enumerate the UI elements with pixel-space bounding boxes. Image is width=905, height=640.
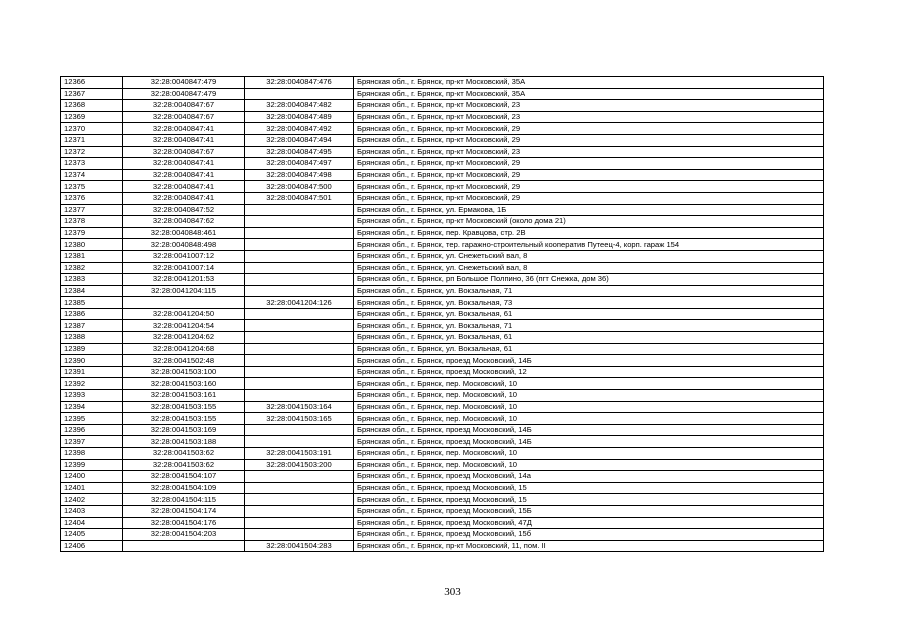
related-cadastral-number-cell: 32:28:0041204:126 bbox=[245, 297, 354, 309]
address-cell: Брянская обл., г. Брянск, пер. Московский, 10 bbox=[354, 413, 824, 425]
related-cadastral-number-cell bbox=[245, 308, 354, 320]
address-cell: Брянская обл., г. Брянск, пр-кт Московский, 29 bbox=[354, 192, 824, 204]
related-cadastral-number-cell bbox=[245, 262, 354, 274]
row-number-cell: 12378 bbox=[61, 216, 123, 228]
related-cadastral-number-cell: 32:28:0041503:165 bbox=[245, 413, 354, 425]
related-cadastral-number-cell bbox=[245, 517, 354, 529]
related-cadastral-number-cell bbox=[245, 88, 354, 100]
related-cadastral-number-cell bbox=[245, 285, 354, 297]
table-row bbox=[61, 216, 824, 228]
row-number-cell: 12401 bbox=[61, 482, 123, 494]
cadastral-number-cell: 32:28:0041204:62 bbox=[123, 332, 245, 344]
table-row bbox=[61, 505, 824, 517]
address-cell: Брянская обл., г. Брянск, пер. Московский, 10 bbox=[354, 448, 824, 460]
related-cadastral-number-cell bbox=[245, 390, 354, 402]
cadastral-number-cell: 32:28:0041503:100 bbox=[123, 366, 245, 378]
table-row bbox=[61, 274, 824, 286]
address-cell: Брянская обл., г. Брянск, проезд Московский, 15 bbox=[354, 494, 824, 506]
address-cell: Брянская обл., г. Брянск, ул. Ермакова, 1Б bbox=[354, 204, 824, 216]
address-cell: Брянская обл., г. Брянск, тер. гаражно-строительный кооператив Путеец-4, корп. гараж 154 bbox=[354, 239, 824, 251]
row-number-cell: 12386 bbox=[61, 308, 123, 320]
related-cadastral-number-cell bbox=[245, 355, 354, 367]
cadastral-number-cell: 32:28:0040847:41 bbox=[123, 123, 245, 135]
table-row bbox=[61, 262, 824, 274]
table-row bbox=[61, 297, 824, 309]
address-cell: Брянская обл., г. Брянск, пер. Московский, 10 bbox=[354, 401, 824, 413]
table-row bbox=[61, 378, 824, 390]
cadastral-number-cell: 32:28:0041503:161 bbox=[123, 390, 245, 402]
address-cell: Брянская обл., г. Брянск, ул. Вокзальная, 61 bbox=[354, 308, 824, 320]
cadastral-number-cell: 32:28:0040847:41 bbox=[123, 134, 245, 146]
related-cadastral-number-cell bbox=[245, 366, 354, 378]
address-cell: Брянская обл., г. Брянск, проезд Московский, 14а bbox=[354, 471, 824, 483]
related-cadastral-number-cell: 32:28:0040847:494 bbox=[245, 134, 354, 146]
row-number-cell: 12394 bbox=[61, 401, 123, 413]
table-row bbox=[61, 540, 824, 552]
address-cell: Брянская обл., г. Брянск, ул. Вокзальная, 61 bbox=[354, 343, 824, 355]
related-cadastral-number-cell bbox=[245, 332, 354, 344]
address-cell: Брянская обл., г. Брянск, пр-кт Московский, 23 bbox=[354, 100, 824, 112]
related-cadastral-number-cell bbox=[245, 471, 354, 483]
cadastral-number-cell: 32:28:0041204:115 bbox=[123, 285, 245, 297]
related-cadastral-number-cell: 32:28:0041503:200 bbox=[245, 459, 354, 471]
related-cadastral-number-cell: 32:28:0041503:164 bbox=[245, 401, 354, 413]
related-cadastral-number-cell: 32:28:0041503:191 bbox=[245, 448, 354, 460]
related-cadastral-number-cell bbox=[245, 505, 354, 517]
related-cadastral-number-cell bbox=[245, 529, 354, 541]
cadastral-number-cell: 32:28:0040847:41 bbox=[123, 192, 245, 204]
cadastral-number-cell: 32:28:0041503:62 bbox=[123, 459, 245, 471]
related-cadastral-number-cell bbox=[245, 250, 354, 262]
address-cell: Брянская обл., г. Брянск, пр-кт Московский, 35А bbox=[354, 77, 824, 89]
related-cadastral-number-cell: 32:28:0041504:283 bbox=[245, 540, 354, 552]
row-number-cell: 12377 bbox=[61, 204, 123, 216]
cadastral-number-cell: 32:28:0040847:41 bbox=[123, 169, 245, 181]
address-cell: Брянская обл., г. Брянск, пр-кт Московский, 11, пом. II bbox=[354, 540, 824, 552]
cadastral-number-cell: 32:28:0041007:14 bbox=[123, 262, 245, 274]
row-number-cell: 12402 bbox=[61, 494, 123, 506]
table-row bbox=[61, 285, 824, 297]
address-cell: Брянская обл., г. Брянск, пр-кт Московский, 29 bbox=[354, 181, 824, 193]
table-row bbox=[61, 239, 824, 251]
related-cadastral-number-cell: 32:28:0040847:498 bbox=[245, 169, 354, 181]
row-number-cell: 12396 bbox=[61, 424, 123, 436]
cadastral-number-cell: 32:28:0040847:41 bbox=[123, 158, 245, 170]
row-number-cell: 12406 bbox=[61, 540, 123, 552]
row-number-cell: 12367 bbox=[61, 88, 123, 100]
row-number-cell: 12405 bbox=[61, 529, 123, 541]
table-row bbox=[61, 332, 824, 344]
table-row bbox=[61, 482, 824, 494]
table-row bbox=[61, 517, 824, 529]
cadastral-number-cell: 32:28:0041503:155 bbox=[123, 401, 245, 413]
table-row bbox=[61, 413, 824, 425]
cadastral-number-cell: 32:28:0041504:176 bbox=[123, 517, 245, 529]
address-cell: Брянская обл., г. Брянск, проезд Московский, 14Б bbox=[354, 424, 824, 436]
row-number-cell: 12381 bbox=[61, 250, 123, 262]
row-number-cell: 12390 bbox=[61, 355, 123, 367]
related-cadastral-number-cell bbox=[245, 482, 354, 494]
row-number-cell: 12398 bbox=[61, 448, 123, 460]
cadastral-number-cell bbox=[123, 540, 245, 552]
related-cadastral-number-cell: 32:28:0040847:500 bbox=[245, 181, 354, 193]
address-cell: Брянская обл., г. Брянск, пр-кт Московский, 23 bbox=[354, 111, 824, 123]
table-row bbox=[61, 471, 824, 483]
address-cell: Брянская обл., г. Брянск, ул. Вокзальная, 61 bbox=[354, 332, 824, 344]
cadastral-number-cell: 32:28:0041204:68 bbox=[123, 343, 245, 355]
address-cell: Брянская обл., г. Брянск, пр-кт Московский, 29 bbox=[354, 123, 824, 135]
row-number-cell: 12400 bbox=[61, 471, 123, 483]
cadastral-number-cell: 32:28:0041504:109 bbox=[123, 482, 245, 494]
table-row bbox=[61, 494, 824, 506]
table-body bbox=[61, 77, 824, 552]
address-cell: Брянская обл., г. Брянск, рп Большое Полпино, 36 (пгт Снежка, дом 36) bbox=[354, 274, 824, 286]
table-row bbox=[61, 250, 824, 262]
related-cadastral-number-cell bbox=[245, 239, 354, 251]
row-number-cell: 12384 bbox=[61, 285, 123, 297]
row-number-cell: 12374 bbox=[61, 169, 123, 181]
table-row bbox=[61, 401, 824, 413]
row-number-cell: 12383 bbox=[61, 274, 123, 286]
cadastral-number-cell: 32:28:0041504:203 bbox=[123, 529, 245, 541]
address-cell: Брянская обл., г. Брянск, пр-кт Московский, 29 bbox=[354, 169, 824, 181]
address-cell: Брянская обл., г. Брянск, проезд Московский, 12 bbox=[354, 366, 824, 378]
related-cadastral-number-cell: 32:28:0040847:476 bbox=[245, 77, 354, 89]
cadastral-number-cell: 32:28:0040848:498 bbox=[123, 239, 245, 251]
registry-table bbox=[60, 76, 824, 552]
cadastral-number-cell: 32:28:0040847:52 bbox=[123, 204, 245, 216]
row-number-cell: 12385 bbox=[61, 297, 123, 309]
cadastral-number-cell: 32:28:0040848:461 bbox=[123, 227, 245, 239]
cadastral-number-cell bbox=[123, 297, 245, 309]
table-row bbox=[61, 343, 824, 355]
address-cell: Брянская обл., г. Брянск, проезд Московский, 15 bbox=[354, 482, 824, 494]
cadastral-number-cell: 32:28:0041201:53 bbox=[123, 274, 245, 286]
table-row bbox=[61, 320, 824, 332]
cadastral-number-cell: 32:28:0041504:107 bbox=[123, 471, 245, 483]
address-cell: Брянская обл., г. Брянск, проезд Московский, 14Б bbox=[354, 355, 824, 367]
cadastral-number-cell: 32:28:0040847:67 bbox=[123, 100, 245, 112]
row-number-cell: 12373 bbox=[61, 158, 123, 170]
related-cadastral-number-cell bbox=[245, 378, 354, 390]
related-cadastral-number-cell: 32:28:0040847:497 bbox=[245, 158, 354, 170]
table-row bbox=[61, 181, 824, 193]
table-row bbox=[61, 355, 824, 367]
related-cadastral-number-cell: 32:28:0040847:489 bbox=[245, 111, 354, 123]
cadastral-number-cell: 32:28:0041504:174 bbox=[123, 505, 245, 517]
table-row bbox=[61, 204, 824, 216]
cadastral-number-cell: 32:28:0040847:67 bbox=[123, 146, 245, 158]
related-cadastral-number-cell bbox=[245, 494, 354, 506]
row-number-cell: 12389 bbox=[61, 343, 123, 355]
address-cell: Брянская обл., г. Брянск, пр-кт Московский, 35А bbox=[354, 88, 824, 100]
cadastral-number-cell: 32:28:0041007:12 bbox=[123, 250, 245, 262]
address-cell: Брянская обл., г. Брянск, ул. Вокзальная, 71 bbox=[354, 285, 824, 297]
address-cell: Брянская обл., г. Брянск, пр-кт Московский (около дома 21) bbox=[354, 216, 824, 228]
related-cadastral-number-cell: 32:28:0040847:492 bbox=[245, 123, 354, 135]
cadastral-number-cell: 32:28:0041503:169 bbox=[123, 424, 245, 436]
address-cell: Брянская обл., г. Брянск, пер. Кравцова, стр. 2В bbox=[354, 227, 824, 239]
table-row bbox=[61, 424, 824, 436]
row-number-cell: 12391 bbox=[61, 366, 123, 378]
cadastral-number-cell: 32:28:0041204:50 bbox=[123, 308, 245, 320]
row-number-cell: 12392 bbox=[61, 378, 123, 390]
row-number-cell: 12382 bbox=[61, 262, 123, 274]
table-row bbox=[61, 366, 824, 378]
row-number-cell: 12397 bbox=[61, 436, 123, 448]
row-number-cell: 12371 bbox=[61, 134, 123, 146]
table-row bbox=[61, 100, 824, 112]
table-row bbox=[61, 146, 824, 158]
table-row bbox=[61, 308, 824, 320]
cadastral-number-cell: 32:28:0040847:62 bbox=[123, 216, 245, 228]
cadastral-number-cell: 32:28:0041504:115 bbox=[123, 494, 245, 506]
table-row bbox=[61, 134, 824, 146]
address-cell: Брянская обл., г. Брянск, ул. Снежетьский вал, 8 bbox=[354, 262, 824, 274]
cadastral-number-cell: 32:28:0040847:479 bbox=[123, 88, 245, 100]
address-cell: Брянская обл., г. Брянск, пер. Московский, 10 bbox=[354, 378, 824, 390]
address-cell: Брянская обл., г. Брянск, пер. Московский, 10 bbox=[354, 390, 824, 402]
address-cell: Брянская обл., г. Брянск, ул. Вокзальная, 71 bbox=[354, 320, 824, 332]
page-number: 303 bbox=[444, 586, 461, 598]
table-row bbox=[61, 448, 824, 460]
row-number-cell: 12380 bbox=[61, 239, 123, 251]
table-row bbox=[61, 192, 824, 204]
row-number-cell: 12388 bbox=[61, 332, 123, 344]
address-cell: Брянская обл., г. Брянск, проезд Московский, 47Д bbox=[354, 517, 824, 529]
row-number-cell: 12395 bbox=[61, 413, 123, 425]
address-cell: Брянская обл., г. Брянск, пер. Московский, 10 bbox=[354, 459, 824, 471]
row-number-cell: 12403 bbox=[61, 505, 123, 517]
row-number-cell: 12372 bbox=[61, 146, 123, 158]
table-row bbox=[61, 436, 824, 448]
related-cadastral-number-cell bbox=[245, 204, 354, 216]
row-number-cell: 12404 bbox=[61, 517, 123, 529]
table-row bbox=[61, 123, 824, 135]
related-cadastral-number-cell bbox=[245, 216, 354, 228]
row-number-cell: 12369 bbox=[61, 111, 123, 123]
table-row bbox=[61, 529, 824, 541]
cadastral-number-cell: 32:28:0041503:188 bbox=[123, 436, 245, 448]
address-cell: Брянская обл., г. Брянск, пр-кт Московский, 23 bbox=[354, 146, 824, 158]
table-row bbox=[61, 169, 824, 181]
related-cadastral-number-cell bbox=[245, 436, 354, 448]
row-number-cell: 12399 bbox=[61, 459, 123, 471]
related-cadastral-number-cell: 32:28:0040847:482 bbox=[245, 100, 354, 112]
row-number-cell: 12387 bbox=[61, 320, 123, 332]
cadastral-number-cell: 32:28:0041503:160 bbox=[123, 378, 245, 390]
cadastral-number-cell: 32:28:0041502:48 bbox=[123, 355, 245, 367]
related-cadastral-number-cell bbox=[245, 424, 354, 436]
address-cell: Брянская обл., г. Брянск, пр-кт Московский, 29 bbox=[354, 158, 824, 170]
table-row bbox=[61, 111, 824, 123]
row-number-cell: 12376 bbox=[61, 192, 123, 204]
table-row bbox=[61, 390, 824, 402]
address-cell: Брянская обл., г. Брянск, проезд Московский, 15б bbox=[354, 529, 824, 541]
cadastral-number-cell: 32:28:0040847:67 bbox=[123, 111, 245, 123]
cadastral-number-cell: 32:28:0041503:62 bbox=[123, 448, 245, 460]
row-number-cell: 12368 bbox=[61, 100, 123, 112]
table-row bbox=[61, 77, 824, 89]
related-cadastral-number-cell: 32:28:0040847:495 bbox=[245, 146, 354, 158]
table-row bbox=[61, 459, 824, 471]
table-row bbox=[61, 158, 824, 170]
address-cell: Брянская обл., г. Брянск, ул. Вокзальная, 73 bbox=[354, 297, 824, 309]
cadastral-number-cell: 32:28:0040847:479 bbox=[123, 77, 245, 89]
cadastral-number-cell: 32:28:0040847:41 bbox=[123, 181, 245, 193]
table-row bbox=[61, 88, 824, 100]
row-number-cell: 12393 bbox=[61, 390, 123, 402]
table-row bbox=[61, 227, 824, 239]
row-number-cell: 12370 bbox=[61, 123, 123, 135]
related-cadastral-number-cell: 32:28:0040847:501 bbox=[245, 192, 354, 204]
related-cadastral-number-cell bbox=[245, 274, 354, 286]
cadastral-number-cell: 32:28:0041503:155 bbox=[123, 413, 245, 425]
row-number-cell: 12379 bbox=[61, 227, 123, 239]
address-cell: Брянская обл., г. Брянск, пр-кт Московский, 29 bbox=[354, 134, 824, 146]
related-cadastral-number-cell bbox=[245, 320, 354, 332]
cadastral-number-cell: 32:28:0041204:54 bbox=[123, 320, 245, 332]
related-cadastral-number-cell bbox=[245, 343, 354, 355]
row-number-cell: 12375 bbox=[61, 181, 123, 193]
address-cell: Брянская обл., г. Брянск, проезд Московский, 15Б bbox=[354, 505, 824, 517]
address-cell: Брянская обл., г. Брянск, ул. Снежетьский вал, 8 bbox=[354, 250, 824, 262]
row-number-cell: 12366 bbox=[61, 77, 123, 89]
related-cadastral-number-cell bbox=[245, 227, 354, 239]
address-cell: Брянская обл., г. Брянск, проезд Московский, 14Б bbox=[354, 436, 824, 448]
